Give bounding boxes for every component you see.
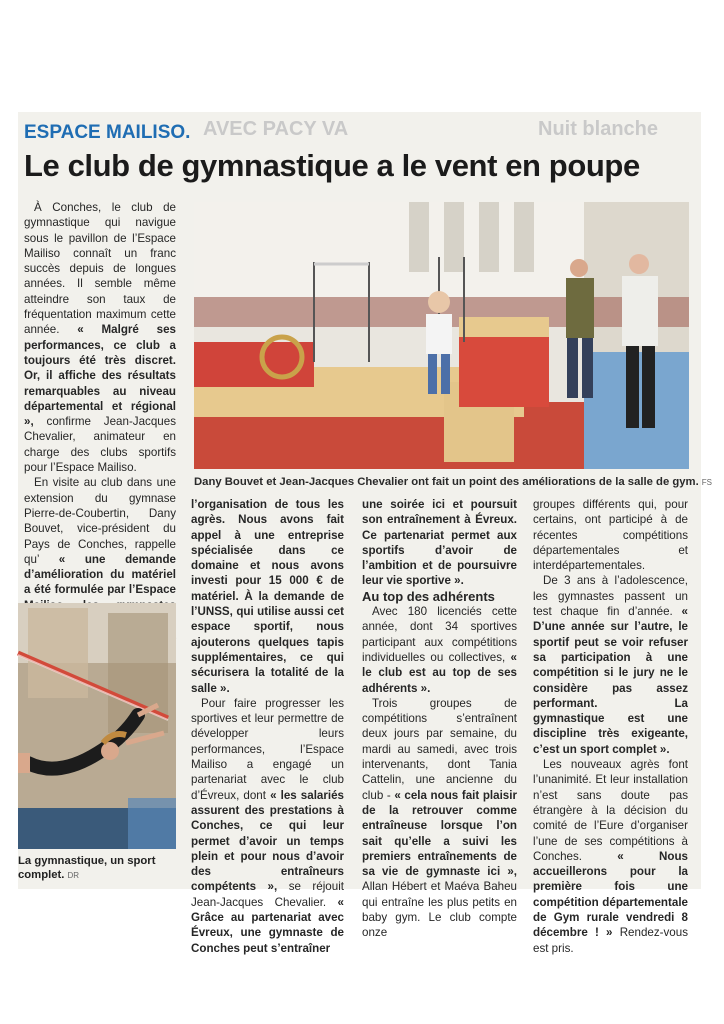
intro-paragraph (24, 200, 176, 475)
article-headline: Le club de gymnastique a le vent en poupe (24, 148, 640, 183)
main-photo-credit: FS (701, 478, 712, 487)
intro-text: À Conches, le club de gymnastique qui navigue sous le pavillon de l’Espace Mailiso connaît un franc succès depuis de longues années. Il semble même atteindre son taux de fréquentation maximum cette année. (24, 201, 176, 337)
main-photo-caption (194, 476, 712, 488)
c4-text-2a: De 3 ans à l’adolescence, les gymnastes passent un test chaque fin d’année. (533, 574, 688, 619)
c3-paragraph-3 (362, 696, 517, 941)
c3-quote-3b: « cela nous fait plaisir de la retrouver comme entraîneuse lorsque l’on sait qu’elle a suivi les premiers entraînements de sa vie de gymnaste ici », (362, 788, 517, 879)
attribution-1: confirme Jean-Jacques Chevalier, animateur en charge des clubs sportifs pour l’Espace Mailiso. (24, 415, 176, 475)
c4-paragraph-1 (533, 497, 688, 573)
c2-quote-continuation: l’organisation de tous les agrès. Nous avons fait appel à une entreprise spécialisée dans ce domaine et nous avons investi pour 15 000 € de matériel. À la demande de l’UNSS, qui utilise aussi cet espace sportif, nous ajouterons quelques tapis supplémentaires, ce qui sécurisera la totalité de la salle ». (191, 498, 344, 695)
bleed-headline-right: Nuit blanche (538, 118, 659, 140)
newspaper-clipping (18, 112, 712, 955)
small-caption-text: La gymnastique, un sport complet. (18, 855, 156, 881)
c3-text-a: Avec 180 licenciés cette année, dont 34 sportives participant aux compétitions individuelles ou collectives, (362, 605, 517, 664)
c3-text-3a: Trois groupes de compétitions s’entraînent deux jours par semaine, du mardi au samedi, avec trois intervenants, dont Tania Cattelin, une ancienne du club - (362, 696, 517, 802)
c3-paragraph-2 (362, 604, 517, 696)
c2-text-c: se réjouit Jean-Jacques Chevalier. (191, 880, 344, 909)
c2-paragraph-1 (191, 497, 344, 696)
small-photo-credit: DR (67, 871, 80, 880)
c2-paragraph-2 (191, 696, 344, 956)
c2-quote-b: « les salariés assurent des prestations à Conches, ce qui leur permet d’avoir un temps plein et pour nous d’avoir des entraîneurs compétents », (191, 788, 344, 894)
gym-hall-photo (194, 202, 689, 469)
child-figure (428, 291, 450, 313)
article-kicker: ESPACE MAILISO. (24, 122, 191, 143)
column-4 (533, 497, 688, 955)
c4-paragraph-3 (533, 757, 688, 956)
c4-quote-2b: « D’une année sur l’autre, le sportif peut se voir refuser sa participation à une compétition si le jury ne le considère pas assez performant. La gymnastique est une discipline très exigeante, c’est un sport complet ». (533, 605, 688, 756)
p2-text-a: En visite au club dans une extension du gymnase Pierre-de-Coubertin, Dany Bouvet, vice-président du Pays de Conches, rappelle qu’ (24, 476, 176, 566)
c4-paragraph-2 (533, 573, 688, 757)
c3-quote-b: « le club est au top de ses adhérents ». (362, 650, 517, 695)
man-figure-2 (629, 254, 649, 274)
main-caption-text: Dany Bouvet et Jean-Jacques Chevalier ont fait un point des améliorations de la salle de gym. (194, 476, 699, 488)
bleed-headline-left: AVEC PACY VA (203, 118, 349, 140)
c3-quote-continuation: une soirée ici et poursuit son entraînement à Évreux. Ce partenariat permet aux sportifs d’avoir de l’ambition et de poursuivre leur vie sportive ». (362, 498, 517, 588)
c4-text-3c: Rendez-vous est pris. (533, 926, 688, 955)
subheading: Au top des adhérents (362, 588, 495, 604)
c4-text-1: groupes différents qui, pour certains, ont participé à de récentes compétitions départementales et interdépartementales. (533, 498, 688, 573)
gymnast-photo (18, 603, 176, 849)
man-figure-1 (570, 259, 588, 277)
c2-quote-d: « Grâce au partenariat avec Évreux, une gymnaste de Conches peut s’entraîner (191, 895, 344, 955)
column-2 (191, 497, 344, 955)
c4-quote-3b: « Nous accueillerons pour la première fois une compétition départementale de Gym rurale vendredi 8 décembre ! » (533, 849, 688, 940)
c3-text-3c: Allan Hébert et Maéva Baheu qui entraîne les plus petits en baby gym. Le club compte onze (362, 880, 517, 940)
column-1 (24, 200, 176, 603)
small-photo-caption (18, 854, 178, 883)
c4-text-3a: Les nouveaux agrès font l’unanimité. Et leur installation n’est sans doute pas étrangère à la décision du comité de l’Eure d’organiser l’une de ses compétitions à Conches. (533, 758, 688, 863)
column-3 (362, 497, 517, 940)
p2-quote: « une demande d’amélioration du matériel a été formulée par l’Espace (24, 552, 176, 597)
c3-paragraph-1 (362, 497, 517, 589)
c2-text-a: Pour faire progresser les sportives et leur permettre de développer leurs performances, l’Espace Mailiso a engagé un partenariat avec le club d’Évreux, dont (191, 696, 344, 802)
quote-1: « Malgré ses performances, ce club a toujours été très discret. Or, il affiche des résultats remarquables au niveau départemental et régional », (24, 323, 176, 429)
